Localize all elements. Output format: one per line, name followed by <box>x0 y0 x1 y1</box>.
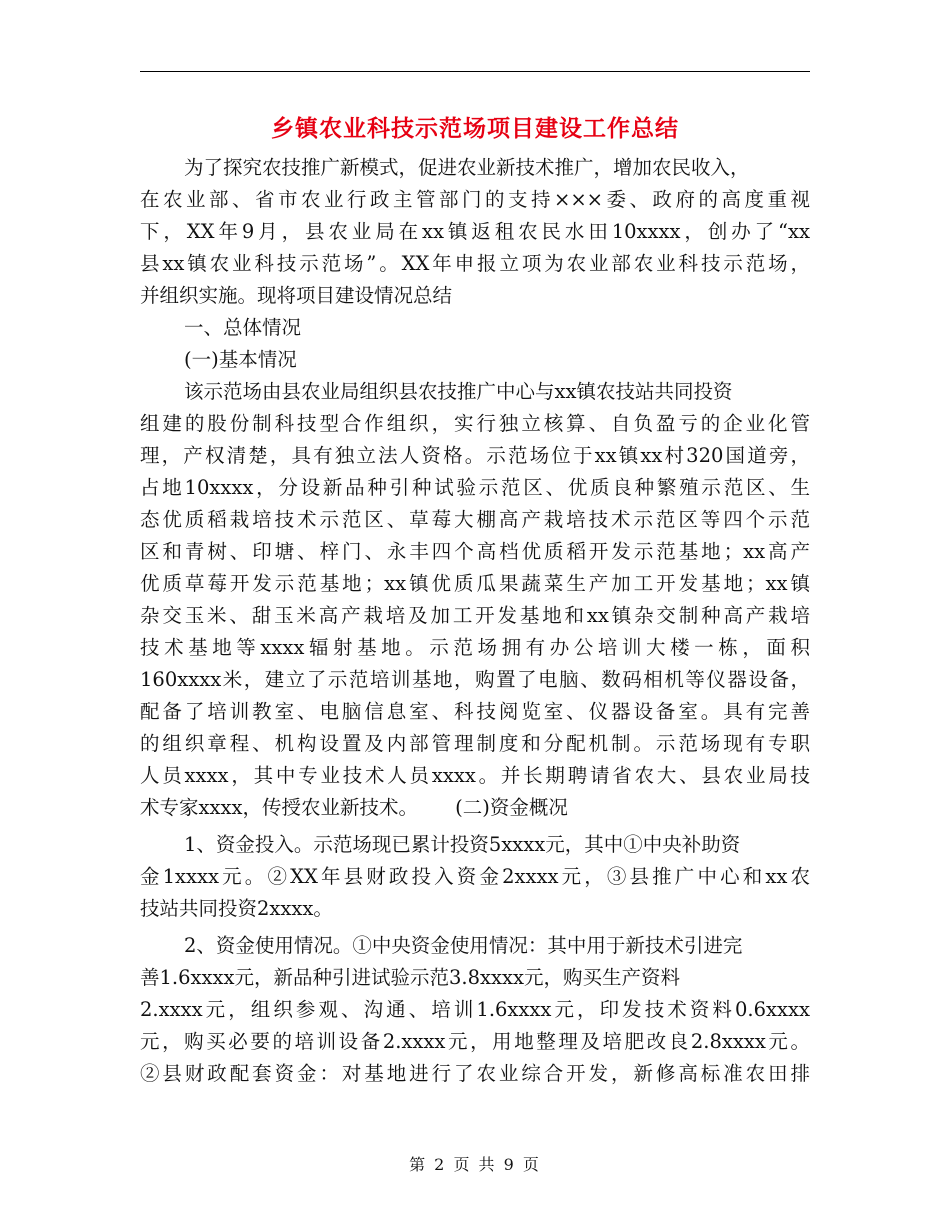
paragraph-line: 2、资金使用情况。①中央资金使用情况：其中用于新技术引进完 <box>184 934 743 957</box>
paragraph-line: 在农业部、省市农业行政主管部门的支持×××委、政府的高度重视 <box>140 188 810 211</box>
paragraph-line: 术专家xxxx，传授农业新技术。 (二)资金概况 <box>140 796 568 819</box>
paragraph-line: 金1xxxx元。②XX年县财政投入资金2xxxx元，③县推广中心和xx农 <box>140 865 810 888</box>
paragraph-line: 该示范场由县农业局组织县农技推广中心与xx镇农技站共同投资 <box>184 380 733 403</box>
paragraph-line: 态优质稻栽培技术示范区、草莓大棚高产栽培技术示范区等四个示范 <box>140 508 810 531</box>
paragraph-line: 技术基地等xxxx辐射基地。示范场拥有办公培训大楼一栋，面积 <box>140 636 810 659</box>
page-number: 第 2 页 共 9 页 <box>409 1155 541 1174</box>
paragraph-line: 技站共同投资2xxxx。 <box>140 897 333 920</box>
paragraph-line: 理，产权清楚，具有独立法人资格。示范场位于xx镇xx村320国道旁， <box>140 444 810 467</box>
paragraph-line: 善1.6xxxx元，新品种引进试验示范3.8xxxx元，购买生产资料 <box>140 966 681 989</box>
paragraph-line: 优质草莓开发示范基地；xx镇优质瓜果蔬菜生产加工开发基地；xx镇 <box>140 572 810 595</box>
section-heading: 一、总体情况 <box>184 316 302 339</box>
paragraph-line: 的组织章程、机构设置及内部管理制度和分配机制。示范场现有专职 <box>140 732 810 755</box>
paragraph-line: 人员xxxx，其中专业技术人员xxxx。并长期聘请省农大、县农业局技 <box>140 764 810 787</box>
paragraph-line: 元，购买必要的培训设备2.xxxx元，用地整理及培肥改良2.8xxxx元。 <box>140 1030 810 1053</box>
paragraph-line: 占地10xxxx，分设新品种引种试验示范区、优质良种繁殖示范区、生 <box>140 476 810 499</box>
paragraph-line: 杂交玉米、甜玉米高产栽培及加工开发基地和xx镇杂交制种高产栽培 <box>140 604 810 627</box>
paragraph-line: 县xx镇农业科技示范场”。XX年申报立项为农业部农业科技示范场， <box>140 252 810 275</box>
paragraph-line: 区和青树、印塘、梓门、永丰四个高档优质稻开发示范基地；xx高产 <box>140 540 810 563</box>
paragraph-line: 为了探究农技推广新模式，促进农业新技术推广，增加农民收入， <box>184 156 750 179</box>
document-title: 乡镇农业科技示范场项目建设工作总结 <box>271 116 679 142</box>
header-rule <box>140 71 810 72</box>
paragraph-line: 1、资金投入。示范场现已累计投资5xxxx元，其中①中央补助资 <box>184 833 741 856</box>
document-body <box>140 152 810 1090</box>
paragraph-line: 160xxxx米，建立了示范培训基地，购置了电脑、数码相机等仪器设备， <box>140 668 810 691</box>
paragraph-line: ②县财政配套资金：对基地进行了农业综合开发，新修高标准农田排 <box>140 1062 810 1085</box>
paragraph-line: 2.xxxx元，组织参观、沟通、培训1.6xxxx元，印发技术资料0.6xxxx <box>140 998 810 1021</box>
paragraph-line: 并组织实施。现将项目建设情况总结 <box>140 284 453 307</box>
subsection-heading: (一)基本情况 <box>184 348 297 371</box>
paragraph-line: 组建的股份制科技型合作组织，实行独立核算、自负盈亏的企业化管 <box>140 412 810 435</box>
paragraph-line: 配备了培训教室、电脑信息室、科技阅览室、仪器设备室。具有完善 <box>140 700 810 723</box>
paragraph-line: 下，XX年9月，县农业局在xx镇返租农民水田10xxxx，创办了“xx <box>140 220 810 243</box>
